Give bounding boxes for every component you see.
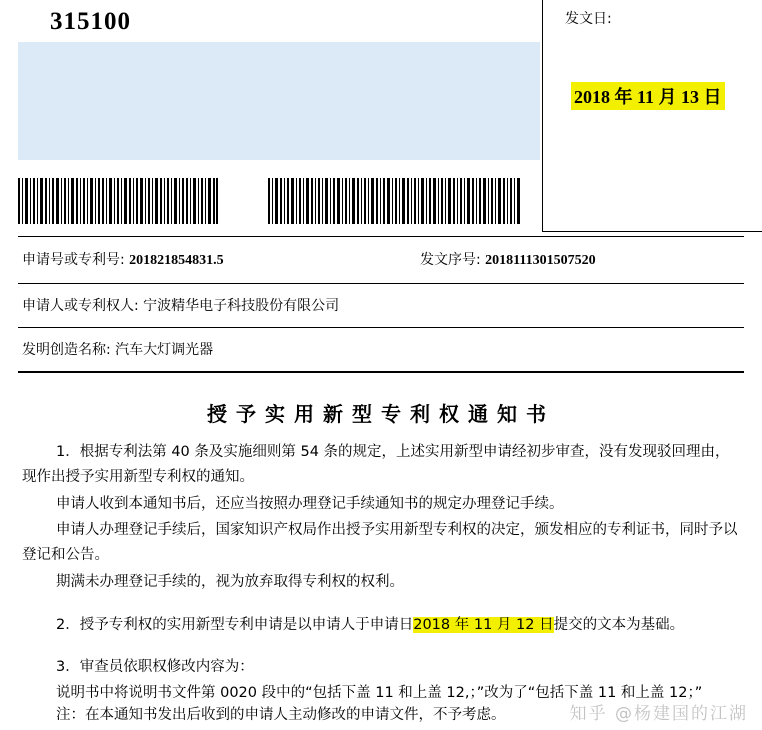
field-application-number-value: 201821854831.5	[129, 253, 224, 268]
field-serial-number-value: 2018111301507520	[485, 253, 596, 268]
field-invention-title-value: 汽车大灯调光器	[115, 342, 214, 358]
paragraph-1b: 申请人收到本通知书后，还应当按照办理登记手续通知书的规定办理登记手续。	[56, 496, 564, 512]
field-applicant-value: 宁波精华电子科技股份有限公司	[143, 298, 340, 314]
field-serial-number-label: 发文序号:	[420, 252, 481, 268]
field-invention-title	[22, 339, 213, 359]
divider-4	[18, 371, 744, 373]
dispatch-date-label: 发文日:	[565, 11, 612, 27]
barcode-serial-number	[268, 178, 520, 224]
barcode-right-icon	[268, 178, 520, 224]
paragraph-3-note: 注：在本通知书发出后收到的申请人主动修改的申请文件，不予考虑。	[56, 707, 506, 723]
field-invention-title-label: 发明创造名称:	[22, 342, 111, 358]
divider-1	[18, 236, 744, 237]
paragraph-2-suffix: 提交的文本为基础。	[553, 617, 685, 633]
dispatch-date-value: 2018 年 11 月 13 日	[571, 82, 725, 110]
dispatch-date-box	[542, 0, 762, 232]
paragraph-2-prefix: 2．授予专利权的实用新型专利申请是以申请人于申请日	[56, 617, 414, 633]
paragraph-2-highlight-date: 2018 年 11 月 12 日	[413, 617, 554, 633]
barcode-application-number	[18, 178, 218, 224]
paragraph-1c: 申请人办理登记手续后，国家知识产权局作出授予实用新型专利权的决定，颁发相应的专利证书，同时予以登记和公告。	[22, 522, 738, 563]
divider-3	[18, 327, 744, 328]
field-serial-number	[420, 249, 596, 269]
divider-2	[18, 283, 744, 284]
paragraph-2	[22, 613, 740, 638]
paragraph-3-body: 说明书中将说明书文件第 0020 段中的“包括下盖 11 和上盖 12,；”改为了“包括下盖 11 和上盖 12；”	[56, 685, 703, 701]
field-application-number	[22, 249, 224, 269]
field-applicant-label: 申请人或专利权人:	[22, 298, 139, 314]
paragraph-3-title: 3．审查员依职权修改内容为：	[56, 659, 254, 675]
zipcode: 315100	[50, 8, 131, 35]
barcode-left-icon	[18, 178, 218, 224]
watermark: 知乎 @杨建国的江湖	[569, 704, 748, 724]
page-title: 授予实用新型专利权通知书	[207, 402, 555, 426]
paragraph-1: 1．根据专利法第 40 条及实施细则第 54 条的规定，上述实用新型申请经初步审查，没有发现驳回理由，现作出授予实用新型专利权的通知。	[22, 444, 730, 485]
address-block	[18, 42, 540, 160]
field-application-number-label: 申请号或专利号:	[22, 252, 125, 268]
paragraph-1d: 期满未办理登记手续的，视为放弃取得专利权的权利。	[56, 574, 404, 590]
field-applicant	[22, 295, 339, 315]
